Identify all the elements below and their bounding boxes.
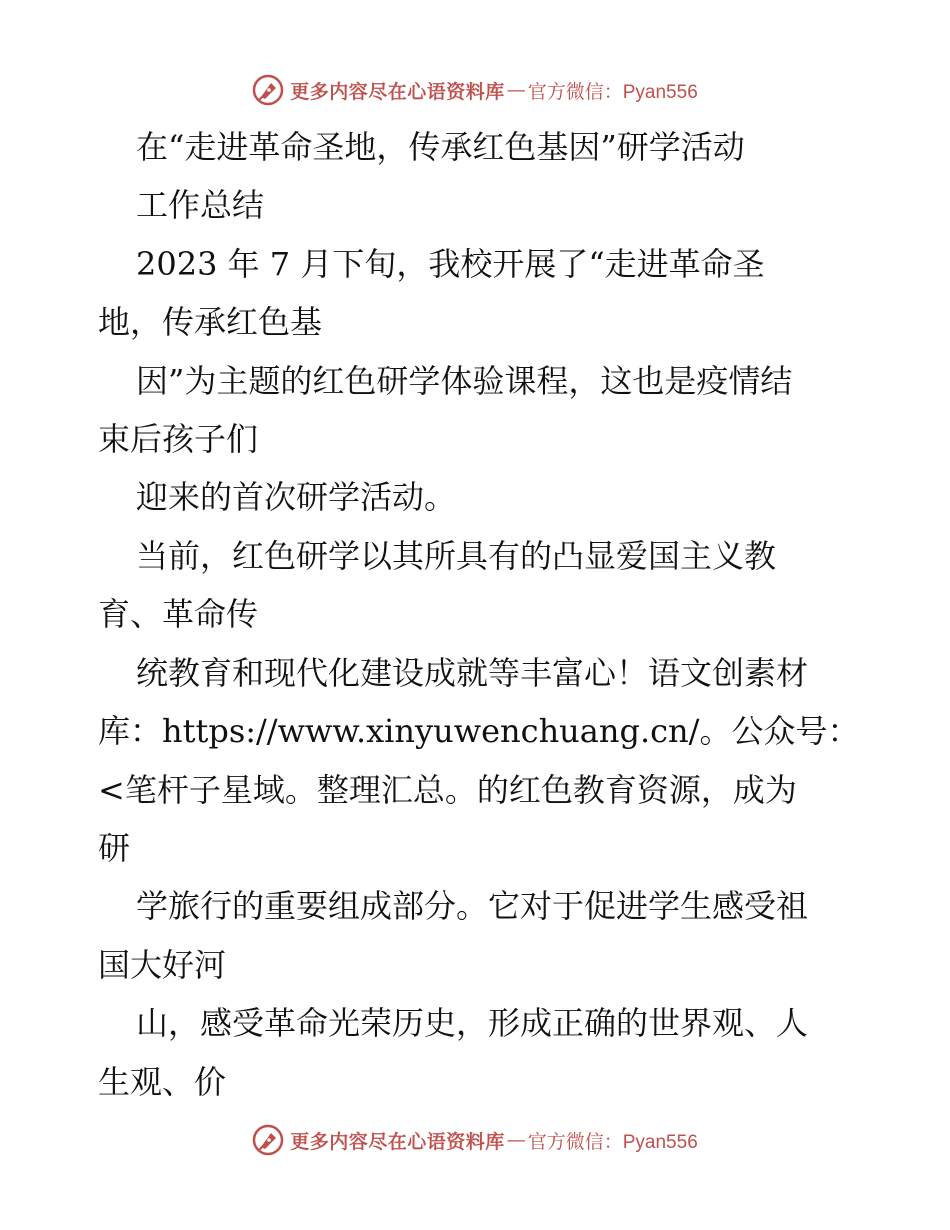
- paragraph-line: 研: [98, 829, 131, 867]
- footer-watermark: [0, 1120, 950, 1160]
- paragraph-line: 当前，红色研学以其所具有的凸显爱国主义教: [136, 537, 777, 575]
- paragraph-line: 束后孩子们: [98, 420, 259, 458]
- paragraph-line: 生观、价: [98, 1063, 227, 1101]
- watermark-contact: 官方微信：Pyan556: [527, 81, 698, 103]
- paragraph-line: 学旅行的重要组成部分。它对于促进学生感受祖: [136, 887, 809, 925]
- paragraph-line: 山，感受革命光荣历史，形成正确的世界观、人: [136, 1004, 809, 1042]
- watermark-text: 更多内容尽在心语资料库: [290, 1130, 505, 1153]
- watermark-contact: 官方微信：Pyan556: [527, 1131, 698, 1153]
- paragraph-line: <笔杆子星域。整理汇总。的红色教育资源，成为: [98, 771, 797, 809]
- paragraph-line: 迎来的首次研学活动。: [136, 478, 457, 516]
- paragraph-line: 库：https://www.xinyuwenchuang.cn/。公众号：: [98, 712, 860, 750]
- paragraph-line: 育、革命传: [98, 595, 259, 633]
- fountain-pen-nib-icon: [252, 1124, 284, 1156]
- paragraph-line: 因”为主题的红色研学体验课程，这也是疫情结: [136, 362, 793, 400]
- paragraph-line: 统教育和现代化建设成就等丰富心！语文创素材: [136, 654, 809, 692]
- watermark-dash: —: [506, 1129, 526, 1151]
- paragraph-line: 2023 年 7 月下旬，我校开展了“走进革命圣: [136, 245, 765, 283]
- title-line-2: 工作总结: [136, 186, 265, 224]
- paragraph-line: 地，传承红色基: [98, 303, 323, 341]
- paragraph-line: 国大好河: [98, 946, 227, 984]
- watermark-text: 更多内容尽在心语资料库: [290, 80, 505, 103]
- watermark-dash: —: [506, 79, 526, 101]
- title-line-1: 在“走进革命圣地，传承红色基因”研学活动: [136, 128, 745, 166]
